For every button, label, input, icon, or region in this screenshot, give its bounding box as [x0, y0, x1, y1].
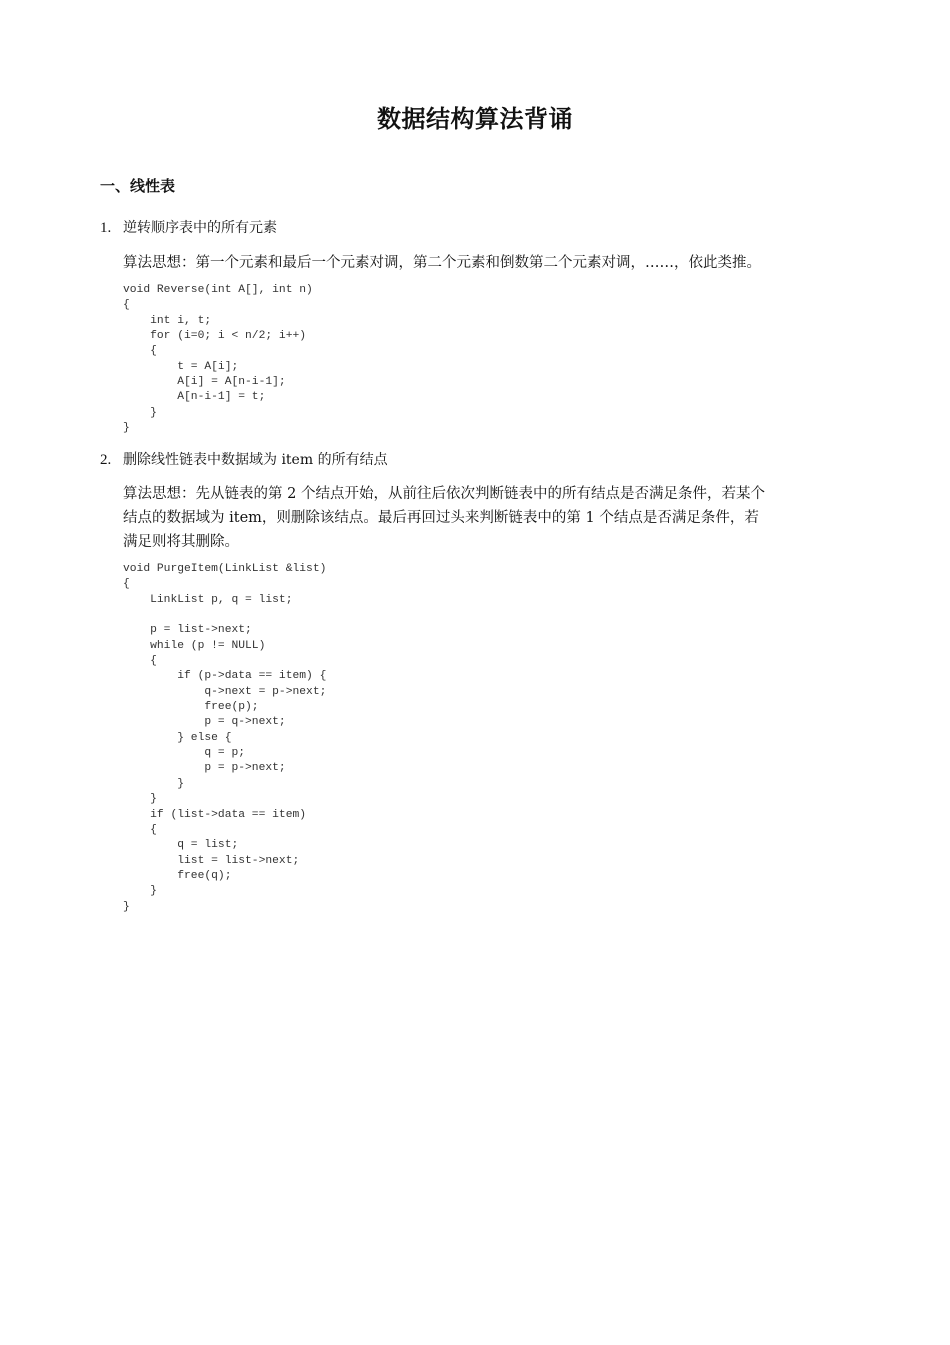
idea-line: 结点的数据域为 item，则删除该结点。最后再回过头来判断链表中的第 1 个结点是否满足条件，若: [123, 510, 759, 526]
item-title: 逆转顺序表中的所有元素: [123, 220, 277, 236]
algorithm-idea-2: [123, 482, 855, 554]
algorithm-idea-1: [123, 251, 855, 275]
item-title: 删除线性链表中数据域为 item 的所有结点: [123, 452, 388, 468]
idea-line: 算法思想：先从链表的第 2 个结点开始，从前往后依次判断链表中的所有结点是否满足条件，若某个: [123, 486, 765, 502]
item-heading-1: [100, 218, 277, 238]
idea-line: 算法思想：第一个元素和最后一个元素对调，第二个元素和倒数第二个元素对调，……，依此类推。: [123, 255, 761, 271]
page-title: 数据结构算法背诵: [377, 105, 573, 133]
item-number: 2.: [100, 452, 112, 468]
code-block-purgeitem: void PurgeItem(LinkList &list) { LinkList p, q = list; p = list->next; while (p != NULL) { if (p->data == item) { q->next = p->next; free(p); p = q->next; } else { q = p; p = p->next; } } if (list->data == item) { q = list; list = list->next; free(q); } }: [123, 563, 327, 913]
item-number: 1.: [100, 220, 112, 236]
item-heading-2: [100, 450, 388, 470]
idea-line: 满足则将其删除。: [123, 534, 239, 550]
code-block-reverse: void Reverse(int A[], int n) { int i, t; for (i=0; i < n/2; i++) { t = A[i]; A[i] = A[n-i-1]; A[n-i-1] = t; } }: [123, 284, 313, 435]
section-heading: 一、线性表: [100, 177, 176, 195]
